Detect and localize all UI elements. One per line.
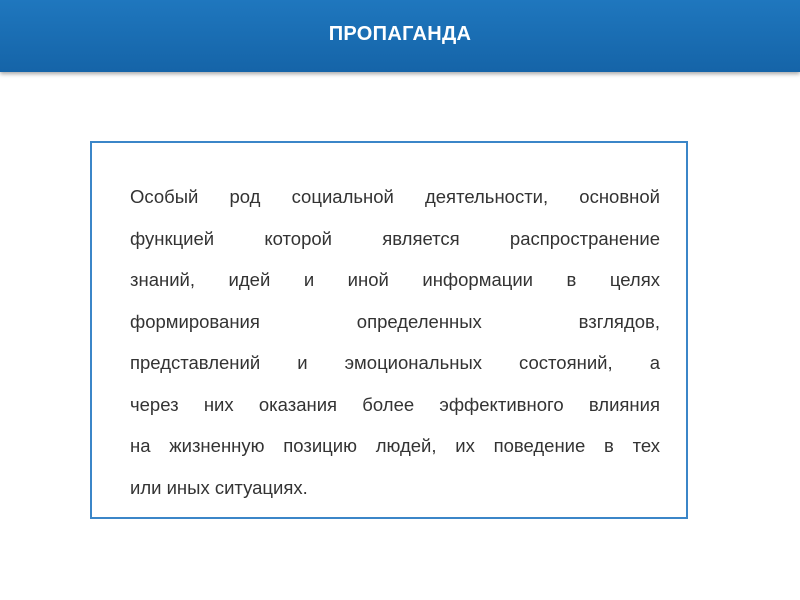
slide-title: ПРОПАГАНДА (328, 22, 472, 45)
definition-line: функцией которой является распространение (130, 227, 660, 249)
definition-line: или иных ситуациях. (130, 476, 308, 498)
definition-text (130, 176, 660, 508)
definition-line: знаний, идей и иной информации в целях (130, 269, 660, 290)
definition-box (90, 141, 688, 519)
slide-header (0, 0, 800, 72)
definition-line: через них оказания более эффективного влияния (130, 393, 660, 415)
definition-line: на жизненную позицию людей, их поведение в тех (130, 435, 660, 456)
definition-line: представлений и эмоциональных состояний, а (130, 352, 660, 373)
definition-line: Особый род социальной деятельности, основной (130, 186, 660, 207)
definition-line: формирования определенных взглядов, (130, 310, 660, 332)
